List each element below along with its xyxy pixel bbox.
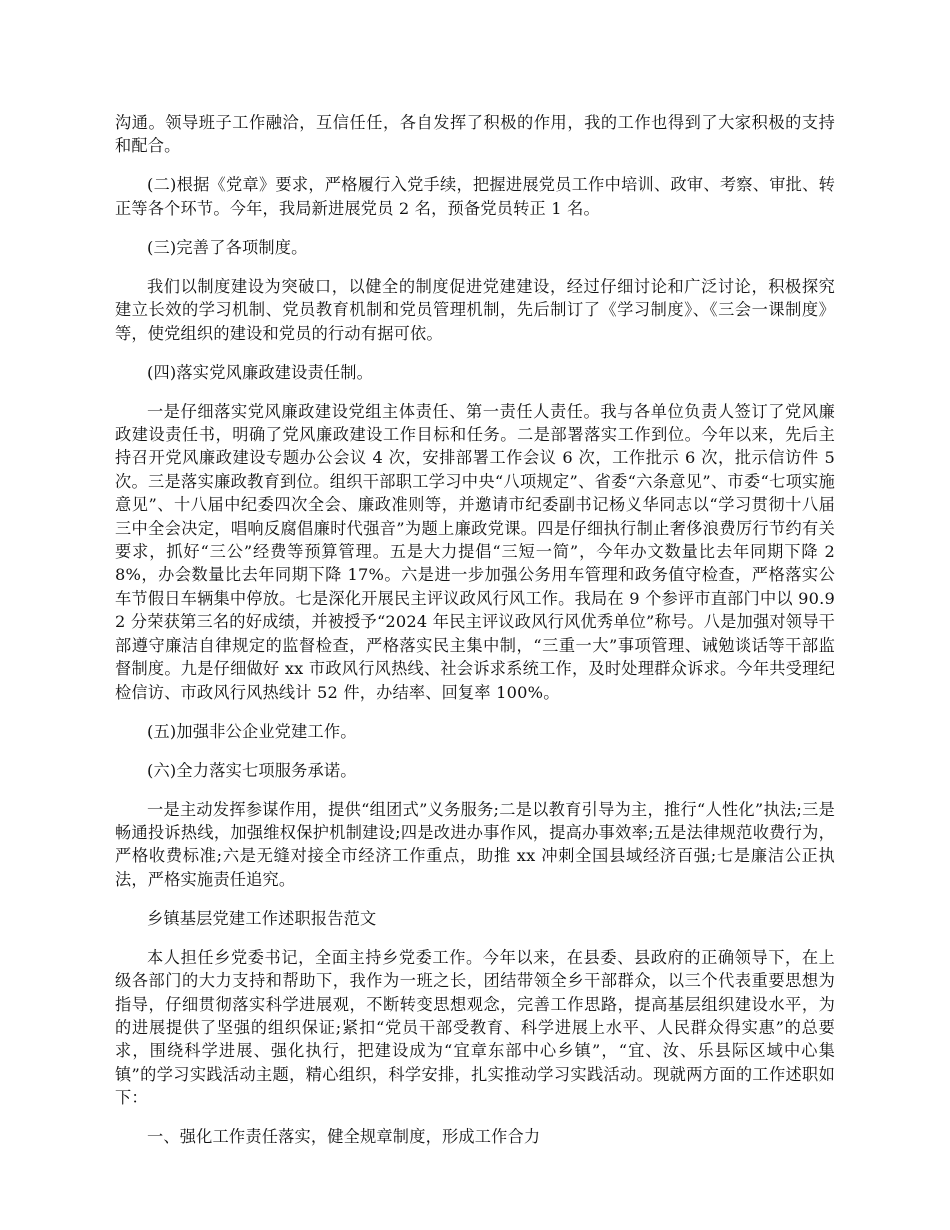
paragraph-1: 沟通。领导班子工作融洽，互信任任，各自发挥了积极的作用，我的工作也得到了大家积极的支持和配合。 [115,113,835,156]
section-heading: 乡镇基层党建工作述职报告范文 [147,908,377,928]
paragraph-6: 一是仔细落实党风廉政建设党组主体责任、第一责任人责任。我与各单位负责人签订了党风廉政建设责任书，明确了党风廉政建设工作目标和任务。二是部署落实工作到位。今年以来，先后主持召开党风廉政建设专题办公会议 4 次，安排部署工作会议 6 次，工作批示 6 次，批示信访件 5 次。三是落实廉政教育到位。组织干部职工学习中央“八项规定”、省委“六条意见”、市委“七项实施意见”、十八届中纪委四次全会、廉政准则等，并邀请市纪委副书记杨义华同志以“学习贯彻十八届三中全会决定，唱响反腐倡廉时代强音”为题上廉政党课。四是仔细执行制止奢侈浪费厉行节约有关要求，抓好“三公”经费等预算管理。五是大力提倡“三短一简”，今年办文数量比去年同期下降 28%，办会数量比去年同期下降 17%。六是进一步加强公务用车管理和政务值守检查，严格落实公车节假日车辆集中停放。七是深化开展民主评议政风行风工作。我局在 9 个参评市直部门中以 90.92 分荣获第三名的好成绩，并被授予“2024 年民主评议政风行风优秀单位”称号。八是加强对领导干部遵守廉洁自律规定的监督检查，严格落实民主集中制，“三重一大”事项管理、诫勉谈话等干部监督制度。九是仔细做好 xx 市政风行风热线、社会诉求系统工作，及时处理群众诉求。今年共受理纪检信访、市政风行风热线计 52 件，办结率、回复率 100%。 [115,401,835,702]
paragraph-7: (五)加强非公企业党建工作。 [147,721,357,741]
paragraph-9: 一是主动发挥参谋作用，提供“组团式”义务服务;二是以教育引导为主，推行“人性化”执法;三是畅通投诉热线，加强维权保护机制建设;四是改进办事作风，提高办事效率;五是法律规范收费行为，严格收费标准;六是无缝对接全市经济工作重点，助推 xx 冲刺全国县域经济百强;七是廉洁公正执法，严格实施责任追究。 [115,799,835,889]
document-body [115,111,835,1164]
paragraph-2: (二)根据《党章》要求，严格履行入党手续，把握进展党员工作中培训、政审、考察、审批、转正等各个环节。今年，我局新进展党员 2 名，预备党员转正 1 名。 [115,175,835,218]
paragraph-5: (四)落实党风廉政建设责任制。 [147,362,374,382]
paragraph-3: (三)完善了各项制度。 [147,237,308,257]
paragraph-4: 我们以制度建设为突破口，以健全的制度促进党建建设，经过仔细讨论和广泛讨论，积极探究建立长效的学习机制、党员教育机制和党员管理机制，先后制订了《学习制度》、《三会一课制度》等，使党组织的建设和党员的行动有据可依。 [115,276,835,343]
paragraph-11: 本人担任乡党委书记，全面主持乡党委工作。今年以来，在县委、县政府的正确领导下，在上级各部门的大力支持和帮助下，我作为一班之长，团结带领全乡干部群众，以三个代表重要思想为指导，仔细贯彻落实科学进展观，不断转变思想观念，完善工作思路，提高基层组织建设水平，为的进展提供了坚强的组织保证;紧扣“党员干部受教育、科学进展上水平、人民群众得实惠”的总要求，围绕科学进展、强化执行，把建设成为“宜章东部中心乡镇”，“宜、汝、乐县际区域中心集镇”的学习实践活动主题，精心组织，科学安排，扎实推动学习实践活动。现就两方面的工作述职如下： [115,947,835,1108]
paragraph-12: 一、强化工作责任落实，健全规章制度，形成工作合力 [147,1127,541,1147]
paragraph-8: (六)全力落实七项服务承诺。 [147,760,357,780]
